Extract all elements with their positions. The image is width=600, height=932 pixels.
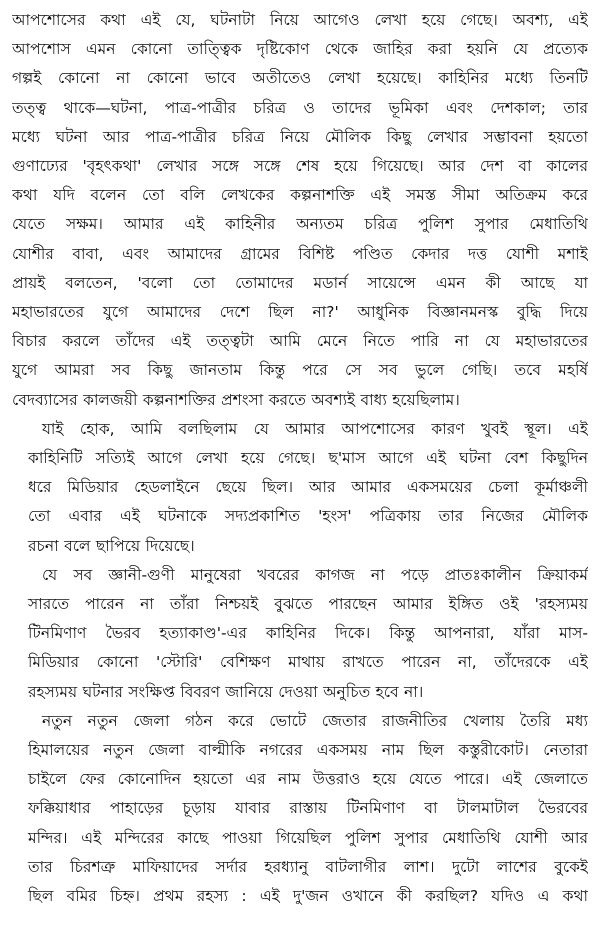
text-line: হিমালয়ের নতুন জেলা বাল্মীকি নগরের একসময় নাম ছিল কস্তুরীকোট। নেতারা: [28, 741, 588, 760]
text-line: ফক্কিয়াধার পাহাড়ের চূড়ায় যাবার রাস্তায় টিনমিণাণ বা টালমাটাল ভৈরবের: [28, 799, 588, 818]
text-line: কথা যদি বলেন তো বলি লেখকের কল্পনাশক্তি এই সমস্ত সীমা অতিক্রম করে: [12, 186, 588, 205]
text-line: তো এবার এই ঘটনাকে সদ্যপ্রকাশিত 'হংস' পত্রিকায় তার নিজের মৌলিক: [28, 507, 588, 526]
text-line: বিচার করলে তাঁদের এই তত্ত্বটা আমি মেনে নিতে পারি না যে মহাভারতের: [12, 332, 588, 351]
text-line: কাহিনিটি সত্যিই আগে লেখা হয়ে গেছে। ছ'মাস আগে এই ঘটনা বেশ কিছুদিন: [28, 449, 588, 468]
text-line: রচনা বলে ছাপিয়ে দিয়েছে।: [28, 536, 195, 555]
text-line: আপশোস এমন কোনো তাত্ত্বিক দৃষ্টিকোণ থেকে জাহির করা হয়নি যে প্রত্যেক: [12, 40, 588, 59]
text-line: রহস্যময় ঘটনার সংক্ষিপ্ত বিবরণ জানিয়ে দেওয়া অনুচিত হবে না।: [28, 682, 424, 701]
text-line: যোশীর বাবা, এবং আমাদের গ্রামের বিশিষ্ট পণ্ডিত কেদার দত্ত যোশী মশাই: [12, 244, 588, 263]
text-line: গল্পই কোনো না কোনো ভাবে অতীতেও লেখা হয়েছে। কাহিনির মধ্যে তিনটি: [12, 69, 588, 88]
text-line: ছিল বমির চিহ্ন। প্রথম রহস্য : এই দু'জন ওখানে কী করছিল? যদিও এ কথা: [28, 887, 588, 906]
paragraph-1: [12, 6, 588, 415]
text-line: তত্ত্ব থাকে—ঘটনা, পাত্র-পাত্রীর চরিত্র ও তাদের ভূমিকা এবং দেশকাল; তার: [12, 98, 588, 117]
text-line: তার চিরশত্রু মাফিয়াদের সর্দার হরধ্যানু বাটলাগীর লাশ। দুটো লাশের বুকেই: [28, 857, 588, 876]
text-line: বেদব্যাসের কালজয়ী কল্পনাশক্তির প্রশংসা করতে অবশ্যই বাধ্য হয়েছিলাম।: [12, 390, 460, 409]
paragraph-3: [12, 561, 588, 707]
text-line: সারতে পারেন না তাঁরা নিশ্চয়ই বুঝতে পারছেন আমার ইঙ্গিত ওই 'রহস্যময়: [28, 595, 588, 614]
paragraph-4: [12, 707, 588, 911]
text-line: যাই হোক, আমি বলছিলাম যে আমার আপশোসের কারণ খুবই স্থূল। এই: [42, 419, 588, 438]
text-line: মিডিয়ার কোনো 'স্টোরি' বেশিক্ষণ মাথায় রাখতে পারেন না, তাঁদেরকে এই: [28, 653, 588, 672]
text-line: নতুন নতুন জেলা গঠন করে ভোটে জেতার রাজনীতির খেলায় তৈরি মধ্য: [42, 711, 588, 730]
text-line: যুগে আমরা সব কিছু জানতাম কিন্তু পরে সে সব ভুলে গেছি। তবে মহর্ষি: [12, 361, 588, 380]
text-line: টিনমিণাণ ভৈরব হত্যাকাণ্ড'-এর কাহিনির দিকে। কিন্তু আপনারা, যাঁরা মাস-: [28, 624, 588, 643]
text-line: মন্দির। এই মন্দিরের কাছে পাওয়া গিয়েছিল পুলিশ সুপার মেধাতিথি যোশী আর: [28, 828, 588, 847]
text-line: মহাভারতের যুগে আমাদের দেশে ছিল না?' আধুনিক বিজ্ঞানমনস্ক বুদ্ধি দিয়ে: [12, 303, 588, 322]
text-line: মধ্যে ঘটনা আর পাত্র-পাত্রীর চরিত্র নিয়ে মৌলিক কিছু লেখার সম্ভাবনা হয়তো: [12, 127, 588, 146]
text-line: যেতে সক্ষম। আমার এই কাহিনীর অন্যতম চরিত্র পুলিশ সুপার মেধাতিথি: [12, 215, 588, 234]
text-line: প্রায়ই বলতেন, 'বলো তো তোমাদের মডার্ন সায়েন্সে এমন কী আছে যা: [12, 273, 588, 292]
text-line: ধরে মিডিয়ার হেডলাইনে ছেয়ে ছিল। আর আমার একসময়ের চেলা কূর্মাঞ্চলী: [28, 478, 588, 497]
book-page: [12, 6, 588, 926]
text-line: আপশোসের কথা এই যে, ঘটনাটা নিয়ে আগেও লেখা হয়ে গেছে। অবশ্য, এই: [12, 11, 588, 29]
text-line: চাইলে ফের কোনোদিন হয়তো এর নাম উত্তরাও হয়ে যেতে পারে। এই জেলাতে: [28, 770, 588, 789]
text-line: যে সব জ্ঞানী-গুণী মানুষেরা খবরের কাগজ না পড়ে প্রাতঃকালীন ক্রিয়াকর্ম: [42, 565, 588, 584]
paragraph-2: [12, 415, 588, 561]
text-line: গুণাঢ্যের 'বৃহৎকথা' লেখার সঙ্গে সঙ্গে শেষ হয়ে গিয়েছে। আর দেশ বা কালের: [12, 157, 588, 176]
